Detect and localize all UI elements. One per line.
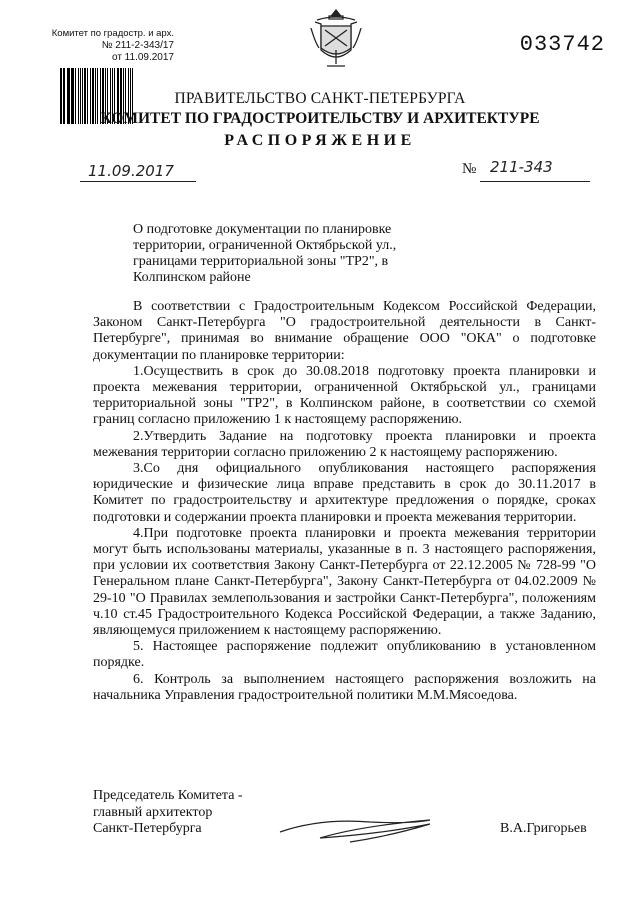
stamp-committee: Комитет по градостр. и арх. xyxy=(51,28,174,39)
signatory-name: В.А.Григорьев xyxy=(500,821,587,836)
paragraph-2: 2.Утвердить Задание на подготовку проекта планировки и проекта межевания территории согласно приложению 2 к настоящему распоряжению. xyxy=(93,428,596,460)
paragraph-5: 5. Настоящее распоряжение подлежит опубликованию в установленном порядке. xyxy=(93,639,596,671)
signatory-line-1: Председатель Комитета - xyxy=(93,788,243,803)
intro-paragraph: В соответствии с Градостроительным Кодексом Российской Федерации, Законом Санкт-Петербурга "О градостроительной деятельности в Санкт-Петербурге", принимая во внимание обращение ООО "ОКА" о подготовке документации по планировке территории: xyxy=(93,299,596,363)
handwritten-signature-icon xyxy=(270,806,470,846)
number-underline xyxy=(480,181,590,182)
committee-title: КОМИТЕТ ПО ГРАДОСТРОИТЕЛЬСТВУ И АРХИТЕКТУРЕ xyxy=(100,110,540,127)
paragraph-6: 6. Контроль за выполнением настоящего распоряжения возложить на начальника Управления градостроительной политики М.М.Мясоедова. xyxy=(93,671,596,703)
signatory-line-2: главный архитектор xyxy=(93,804,213,820)
document-serial-number: 033742 xyxy=(519,32,605,57)
document-type: РАСПОРЯЖЕНИЕ xyxy=(224,132,416,149)
paragraph-1: 1.Осуществить в срок до 30.08.2018 подготовку проекта планировки и проекта межевания территории, ограниченной Октябрьской ул., границами территориальной зоны "ТР2", в Колпинском районе, в соответствии со схемой границ согласно приложению 1 к настоящему распоряжению. xyxy=(93,363,596,428)
document-subject: О подготовке документации по планировке территории, ограниченной Октябрьской ул., границами территориальной зоны "ТР2", в Колпинском районе xyxy=(133,222,397,285)
stamp-date: от 11.09.2017 xyxy=(111,52,174,63)
coat-of-arms-icon xyxy=(309,8,363,70)
document-date: 11.09.2017 xyxy=(88,162,174,180)
paragraph-3: 3.Со дня официального опубликования настоящего распоряжения юридические и физические лица вправе представить в срок до 30.11.2017 в Комитет по градостроительству и архитектуре предложения о порядке, сроках подготовки и содержании проекта планировки и проекта межевания территории. xyxy=(93,461,596,525)
government-title: ПРАВИТЕЛЬСТВО САНКТ-ПЕТЕРБУРГА xyxy=(174,90,466,107)
signatory-position xyxy=(93,788,293,838)
number-label: № xyxy=(462,161,477,177)
signatory-line-3: Санкт-Петербурга xyxy=(93,821,202,836)
stamp-number: № 211-2-343/17 xyxy=(101,40,174,51)
document-number: 211-343 xyxy=(490,158,553,176)
date-underline xyxy=(80,181,196,182)
paragraph-4: 4.При подготовке проекта планировки и проекта межевания территории могут быть использованы материалы, указанные в п. 3 настоящего распоряжения, при условии их соответствия Закону Санкт-Петербурга от 22.12.2005 № 728-99 "О Генеральном плане Санкт-Петербурга", Закону Санкт-Петербурга от 04.02.2009 № 29-10 "О Правилах землепользования и застройки Санкт-Петербурга", положениям ч.10 ст.45 Градостроительного Кодекса Российской Федерации, а также Заданию, являющемуся приложением к настоящему распоряжению. xyxy=(93,525,596,639)
registration-stamp xyxy=(14,28,174,64)
document-body xyxy=(93,299,596,704)
